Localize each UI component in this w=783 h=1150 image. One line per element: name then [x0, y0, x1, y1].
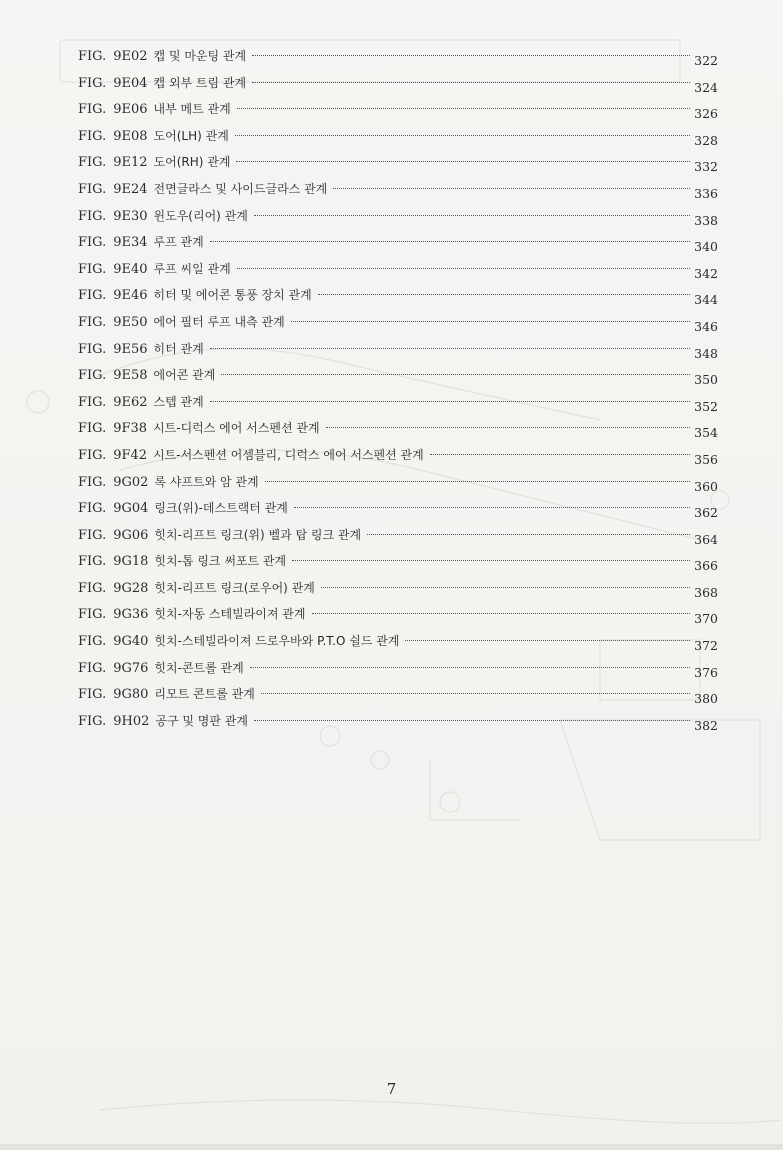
dot-leader: [235, 135, 690, 136]
fig-title: 캡 및 마운팅 관계: [153, 49, 247, 63]
fig-label: FIG.: [78, 288, 107, 304]
page-reference: 366: [694, 558, 718, 574]
toc-entry: [78, 99, 718, 126]
fig-title: 힛치-톱 링크 써포트 관계: [154, 554, 287, 569]
fig-code: 9G04: [113, 501, 149, 517]
fig-title: 힛치-리프트 링크(위) 벨과 탑 링크 관계: [154, 527, 362, 542]
table-of-contents: [78, 46, 718, 737]
dot-leader: [367, 534, 690, 535]
page-reference: 376: [694, 664, 718, 680]
fig-code: 9G18: [113, 554, 149, 570]
fig-title: 리모트 콘트롤 관계: [154, 687, 255, 702]
fig-title: 시트-서스펜션 어셈블리, 디럭스 에어 서스펜션 관계: [153, 447, 424, 462]
page-reference: 354: [694, 425, 718, 441]
fig-code: 9E62: [113, 394, 148, 410]
fig-label: FIG.: [78, 527, 107, 543]
dot-leader: [210, 401, 690, 402]
dot-leader: [318, 294, 690, 295]
page-reference: 370: [694, 611, 718, 627]
page-reference: 336: [694, 185, 718, 201]
page-reference: 382: [694, 717, 718, 733]
toc-entry: [78, 73, 718, 100]
fig-title: 에어 필터 루프 내측 관계: [153, 314, 285, 329]
fig-title: 힛치-스테빌라이져 드로우바와 P.T.O 쉴드 관계: [154, 634, 400, 649]
dot-leader: [292, 560, 690, 561]
page-reference: 364: [694, 531, 718, 547]
page-reference: 324: [694, 79, 718, 95]
page-reference: 332: [694, 159, 718, 175]
fig-label: FIG.: [78, 155, 107, 171]
dot-leader: [405, 640, 690, 641]
page-reference: 348: [694, 345, 718, 361]
toc-entry: [78, 126, 718, 153]
fig-label: FIG.: [78, 235, 107, 251]
toc-entry: [78, 498, 718, 525]
fig-label: FIG.: [78, 341, 107, 357]
fig-label: FIG.: [78, 660, 107, 676]
page-reference: 326: [694, 106, 718, 122]
toc-entry: [78, 206, 718, 233]
page-reference: 342: [694, 265, 718, 281]
dot-leader: [312, 613, 691, 614]
fig-code: 9E40: [113, 261, 148, 277]
dot-leader: [333, 188, 690, 189]
fig-label: FIG.: [78, 474, 107, 490]
fig-label: FIG.: [78, 687, 107, 703]
fig-label: FIG.: [78, 394, 107, 410]
fig-label: FIG.: [78, 261, 107, 277]
page-reference: 352: [694, 398, 718, 414]
dot-leader: [252, 55, 690, 56]
fig-label: FIG.: [78, 314, 107, 330]
dot-leader: [294, 507, 690, 508]
page-reference: 356: [694, 451, 718, 467]
fig-label: FIG.: [78, 75, 107, 91]
dot-leader: [237, 268, 690, 269]
dot-leader: [210, 241, 690, 242]
fig-label: FIG.: [78, 447, 107, 463]
page-number: 7: [386, 1080, 397, 1098]
page-reference: 368: [694, 584, 718, 600]
toc-entry: [78, 418, 718, 445]
fig-code: 9E04: [113, 75, 148, 91]
fig-title: 링크(위)-데스트랙터 관계: [154, 501, 288, 516]
dot-leader: [221, 374, 690, 375]
toc-entry: [78, 392, 718, 419]
fig-code: 9E12: [113, 155, 148, 171]
toc-entry: [78, 711, 718, 738]
fig-label: FIG.: [78, 421, 107, 437]
fig-code: 9E08: [113, 128, 148, 144]
fig-label: FIG.: [78, 208, 107, 224]
toc-entry: [78, 551, 718, 578]
fig-label: FIG.: [78, 181, 107, 197]
toc-entry: [78, 684, 718, 711]
fig-label: FIG.: [78, 580, 107, 596]
dot-leader: [250, 667, 690, 668]
fig-code: 9G28: [113, 580, 149, 596]
dot-leader: [291, 321, 690, 322]
page-reference: 346: [694, 318, 718, 334]
page-reference: 328: [694, 132, 718, 148]
toc-entry: [78, 312, 718, 339]
fig-title: 루프 관계: [153, 235, 204, 250]
toc-entry: [78, 658, 718, 685]
fig-title: 전면글라스 및 사이드글라스 관계: [153, 181, 328, 196]
toc-entry: [78, 631, 718, 658]
fig-code: 9F42: [113, 447, 148, 463]
fig-title: 히터 관계: [153, 341, 204, 356]
dot-leader: [430, 454, 690, 455]
fig-code: 9H02: [113, 713, 150, 729]
fig-label: FIG.: [78, 713, 107, 729]
dot-leader: [252, 82, 690, 83]
fig-code: 9E58: [113, 368, 148, 384]
page-reference: 344: [694, 292, 718, 308]
toc-entry: [78, 445, 718, 472]
toc-entry: [78, 232, 718, 259]
fig-label: FIG.: [78, 554, 107, 570]
fig-title: 힛치-자동 스테빌라이져 관계: [154, 607, 306, 622]
fig-label: FIG.: [78, 128, 107, 144]
fig-title: 스텝 관계: [153, 394, 204, 409]
dot-leader: [210, 348, 690, 349]
fig-title: 내부 메트 관계: [153, 102, 231, 117]
dot-leader: [254, 215, 690, 216]
fig-code: 9G40: [113, 634, 149, 650]
toc-entry: [78, 179, 718, 206]
fig-title: 도어(RH) 관계: [153, 155, 231, 170]
fig-label: FIG.: [78, 501, 107, 517]
fig-title: 윈도우(리어) 관계: [153, 208, 248, 223]
fig-code: 9G76: [113, 660, 149, 676]
fig-title: 공구 및 명판 관계: [155, 713, 248, 728]
fig-title: 에어콘 관계: [153, 368, 216, 383]
fig-title: 도어(LH) 관계: [153, 128, 229, 143]
fig-title: 록 샤프트와 암 관계: [154, 474, 259, 489]
fig-label: FIG.: [78, 634, 107, 650]
toc-entry: [78, 472, 718, 499]
dot-leader: [237, 108, 690, 109]
dot-leader: [326, 427, 690, 428]
fig-code: 9E50: [113, 314, 148, 330]
fig-label: FIG.: [78, 49, 107, 64]
fig-code: 9G80: [113, 687, 149, 703]
toc-entry: [78, 152, 718, 179]
fig-code: 9F38: [113, 421, 148, 437]
toc-entry: [78, 578, 718, 605]
dot-leader: [321, 587, 690, 588]
fig-code: 9E30: [113, 208, 148, 224]
fig-title: 시트-디럭스 에어 서스펜션 관계: [153, 421, 320, 436]
toc-entry: [78, 339, 718, 366]
fig-title: 힛치-콘트롤 관계: [154, 660, 244, 675]
page-reference: 338: [694, 212, 718, 228]
fig-code: 9E46: [113, 288, 148, 304]
toc-entry: [78, 525, 718, 552]
page-reference: 380: [694, 691, 718, 707]
page-reference: 340: [694, 239, 718, 255]
fig-code: 9E02: [113, 49, 148, 64]
page-reference: 322: [694, 53, 718, 68]
fig-title: 캡 외부 트림 관계: [153, 75, 247, 90]
fig-title: 히터 및 에어콘 통풍 장치 관계: [153, 288, 312, 303]
toc-entry: [78, 46, 718, 73]
page-reference: 360: [694, 478, 718, 494]
fig-code: 9E56: [113, 341, 148, 357]
fig-label: FIG.: [78, 607, 107, 623]
fig-code: 9G02: [113, 474, 149, 490]
fig-code: 9E34: [113, 235, 148, 251]
toc-entry: [78, 285, 718, 312]
fig-code: 9E24: [113, 181, 148, 197]
dot-leader: [254, 720, 690, 721]
fig-code: 9G06: [113, 527, 149, 543]
page-reference: 372: [694, 638, 718, 654]
fig-label: FIG.: [78, 368, 107, 384]
toc-entry: [78, 259, 718, 286]
scan-edge: [0, 1144, 783, 1150]
page-reference: 350: [694, 372, 718, 388]
dot-leader: [261, 693, 690, 694]
fig-code: 9G36: [113, 607, 149, 623]
fig-title: 힛치-리프트 링크(로우어) 관계: [154, 580, 315, 595]
fig-label: FIG.: [78, 102, 107, 118]
fig-code: 9E06: [113, 102, 148, 118]
dot-leader: [265, 481, 690, 482]
toc-entry: [78, 604, 718, 631]
page-reference: 362: [694, 505, 718, 521]
toc-entry: [78, 365, 718, 392]
fig-title: 루프 씨일 관계: [153, 261, 231, 276]
dot-leader: [236, 161, 690, 162]
